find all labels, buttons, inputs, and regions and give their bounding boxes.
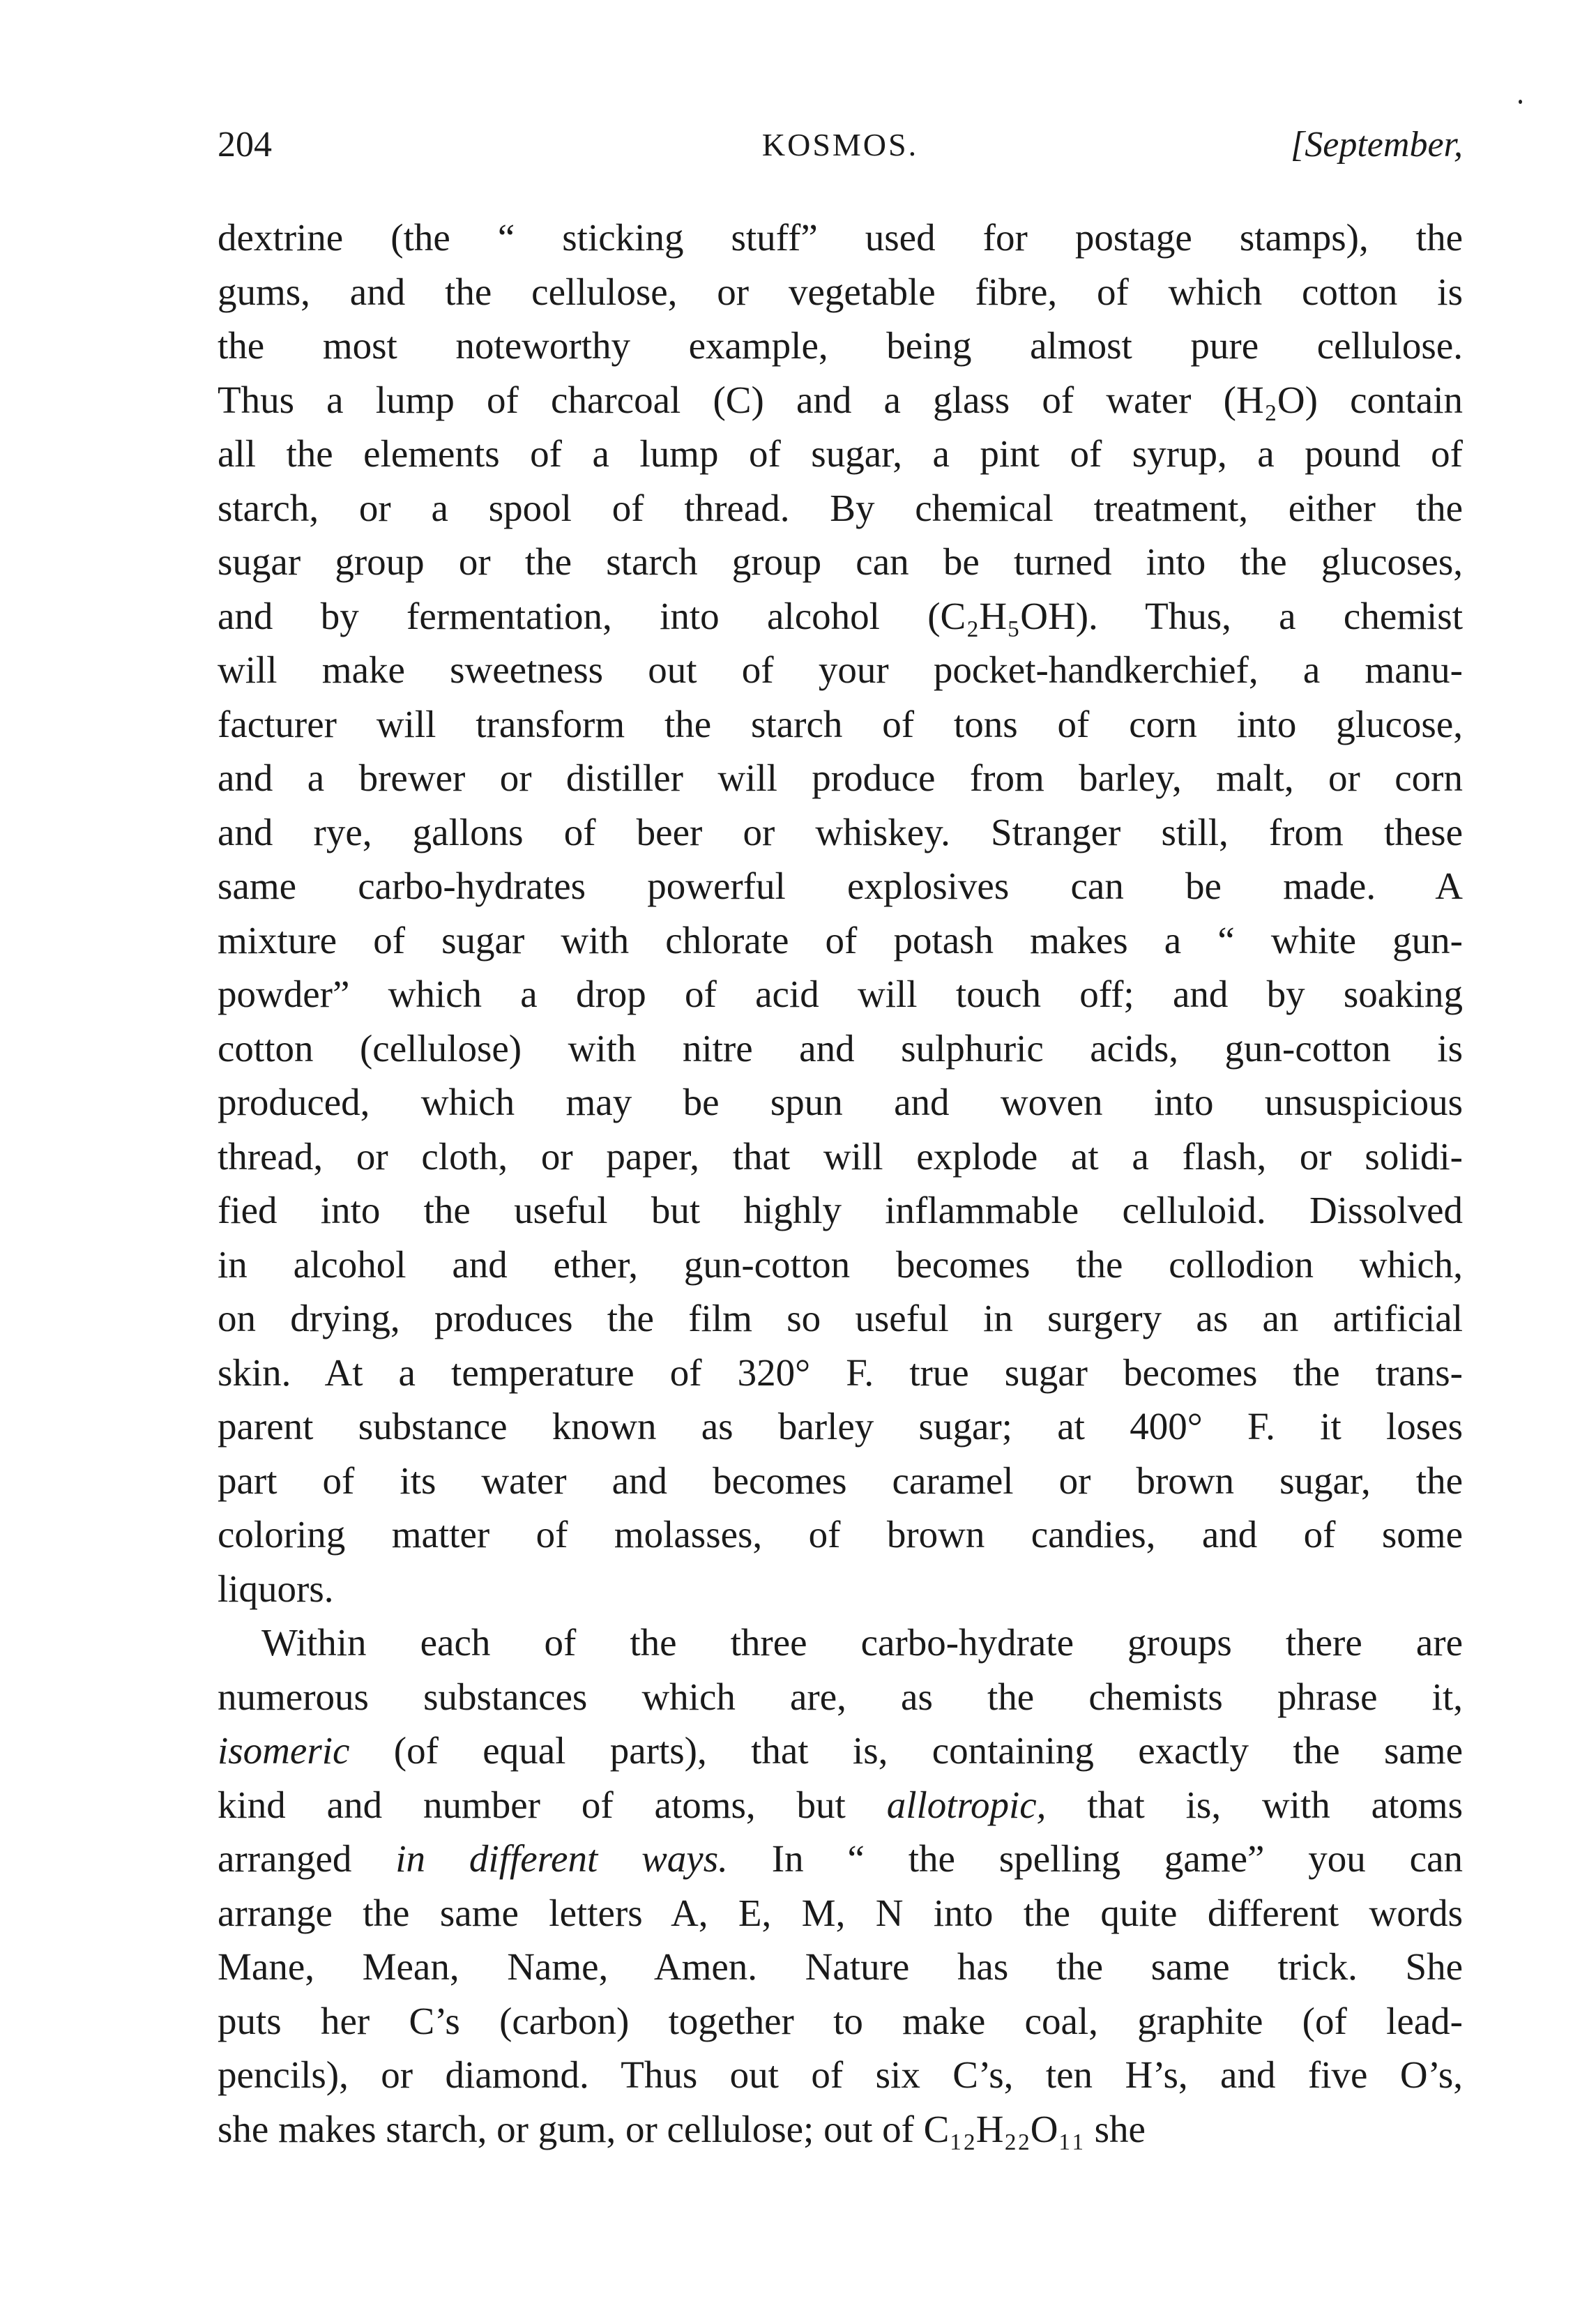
text-line	[218, 2048, 1463, 2102]
text-line	[218, 265, 1463, 319]
text-run: and rye, gallons of beer or whiskey. Stranger still, from these	[218, 810, 1463, 853]
running-head	[218, 117, 1463, 173]
text-run: facturer will transform the starch of tons of corn into glucose,	[218, 702, 1463, 745]
text-line	[218, 589, 1463, 644]
text-line	[218, 1075, 1463, 1130]
text-line	[218, 751, 1463, 805]
text-line	[218, 1724, 1463, 1778]
section-label: [September,	[1291, 125, 1463, 165]
body-text	[218, 211, 1463, 2156]
text-line	[218, 1507, 1463, 1562]
text-run: arranged	[218, 1837, 396, 1880]
text-run: on drying, produces the film so useful in surgery as an artificial	[218, 1297, 1463, 1339]
text-run: fied into the useful but highly inflammable celluloid. Dissolved	[218, 1189, 1463, 1231]
text-line	[218, 2102, 1463, 2157]
text-line	[218, 913, 1463, 968]
text-run: same carbo-hydrates powerful explosives can be made. A	[218, 865, 1463, 907]
text-run: liquors.	[218, 1567, 334, 1610]
text-run: gums, and the cellulose, or vegetable fibre, of which cotton is	[218, 270, 1463, 313]
text-run: dextrine (the “ sticking stuff” used for postage stamps), the	[218, 216, 1463, 259]
text-line	[218, 211, 1463, 265]
text-line	[218, 1346, 1463, 1400]
text-run: mixture of sugar with chlorate of potash makes a “ white gun-	[218, 918, 1463, 962]
text-line	[218, 697, 1463, 752]
text-line	[218, 1021, 1463, 1076]
text-run: pencils), or diamond. Thus out of six C’s, ten H’s, and five O’s,	[218, 2053, 1463, 2096]
text-run: In “ the spelling game” you can	[727, 1837, 1464, 1880]
text-run: arrange the same letters A, E, M, N into the quite different words	[218, 1891, 1463, 1934]
text-run: produced, which may be spun and woven into unsuspicious	[218, 1081, 1463, 1123]
text-line	[218, 427, 1463, 481]
text-run: in alcohol and ether, gun-cotton becomes the collodion which,	[218, 1243, 1463, 1286]
text-run: skin. At a temperature of 320° F. true sugar becomes the trans-	[218, 1351, 1463, 1394]
text-line	[218, 1291, 1463, 1346]
text-line	[218, 805, 1463, 860]
text-line	[218, 1238, 1463, 1292]
text-run: (of equal parts), that is, containing exactly the same	[349, 1729, 1463, 1772]
page-number: 204	[218, 125, 272, 165]
text-line	[218, 1130, 1463, 1184]
text-run: all the elements of a lump of sugar, a pint of syrup, a pound of	[218, 432, 1463, 475]
text-run: parent substance known as barley sugar; at 400° F. it loses	[218, 1405, 1463, 1447]
text-run: and by fermentation, into alcohol (C₂H₅OH). Thus, a chemist	[218, 594, 1463, 637]
text-line	[218, 373, 1463, 427]
ink-speck	[1519, 100, 1522, 104]
italic-term: in different ways.	[395, 1837, 728, 1880]
text-run: puts her C’s (carbon) together to make coal, graphite (of lead-	[218, 1999, 1463, 2042]
text-run: Mane, Mean, Name, Amen. Nature has the same trick. She	[218, 1945, 1463, 1988]
text-line	[218, 967, 1463, 1021]
text-run: the most noteworthy example, being almost pure cellulose.	[218, 324, 1463, 367]
text-line	[218, 1994, 1463, 2049]
text-line	[218, 1832, 1463, 1886]
text-run: and a brewer or distiller will produce from barley, malt, or corn	[218, 757, 1463, 799]
text-line	[218, 1399, 1463, 1454]
text-run: sugar group or the starch group can be turned into the glucoses,	[218, 540, 1463, 583]
text-line	[218, 1183, 1463, 1238]
text-run: will make sweetness out of your pocket-handkerchief, a manu-	[218, 648, 1463, 691]
italic-term: isomeric	[218, 1729, 350, 1772]
text-line	[218, 481, 1463, 535]
text-run: starch, or a spool of thread. By chemical treatment, either the	[218, 486, 1463, 529]
text-line	[218, 1616, 1463, 1670]
text-run: coloring matter of molasses, of brown candies, and of some	[218, 1513, 1463, 1556]
text-run: numerous substances which are, as the chemists phrase it,	[218, 1675, 1463, 1718]
text-line	[218, 1778, 1463, 1832]
text-line	[218, 643, 1463, 697]
italic-term: allotropic,	[886, 1783, 1047, 1826]
text-run: Thus a lump of charcoal (C) and a glass of water (H₂O) contain	[218, 378, 1463, 421]
text-line	[218, 1562, 1463, 1616]
text-run: cotton (cellulose) with nitre and sulphuric acids, gun-cotton is	[218, 1026, 1463, 1070]
journal-title: KOSMOS.	[761, 127, 919, 162]
text-run: part of its water and becomes caramel or brown sugar, the	[218, 1459, 1463, 1502]
text-run: that is, with atoms	[1046, 1783, 1463, 1826]
text-run: powder” which a drop of acid will touch off; and by soaking	[218, 973, 1463, 1015]
text-run: kind and number of atoms, but	[218, 1783, 887, 1826]
text-line	[218, 1886, 1463, 1940]
text-run: she makes starch, or gum, or cellulose; out of C₁₂H₂₂O₁₁ she	[218, 2107, 1146, 2150]
text-line	[218, 859, 1463, 913]
text-run: thread, or cloth, or paper, that will explode at a flash, or solidi-	[218, 1134, 1463, 1178]
text-run: Within each of the three carbo-hydrate groups there are	[261, 1621, 1463, 1664]
text-line	[218, 1940, 1463, 1994]
text-line	[218, 1670, 1463, 1724]
text-line	[218, 535, 1463, 589]
text-line	[218, 1454, 1463, 1508]
text-line	[218, 319, 1463, 373]
